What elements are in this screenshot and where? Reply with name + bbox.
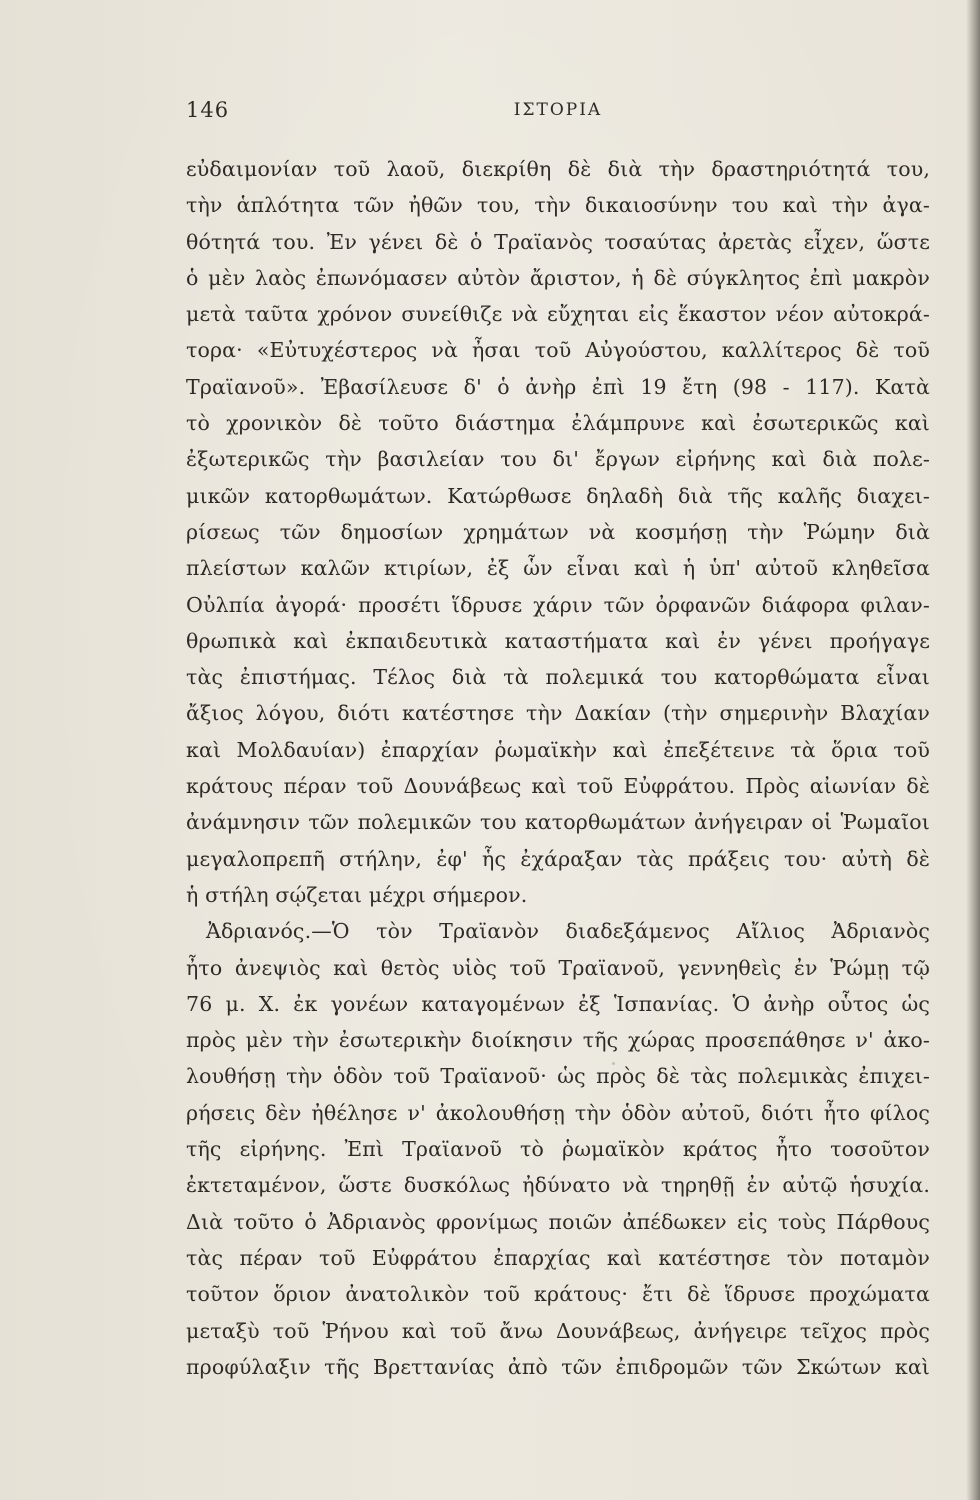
text-line: καὶ Μολδαυίαν) ἐπαρχίαν ῥωμαϊκὴν καὶ ἐπεξέτεινε τὰ ὅρια τοῦ [186,737,930,762]
text-line: λουθήσῃ τὴν ὁδὸν τοῦ Τραϊανοῦ· ὡς πρὸς δὲ τὰς πολεμικὰς ἐπιχει- [186,1064,930,1089]
text-line: πλείστων καλῶν κτιρίων, ἐξ ὧν εἶναι καὶ ἡ ὑπ' αὐτοῦ κληθεῖσα [186,556,930,581]
text-line: ἦτο ἀνεψιὸς καὶ θετὸς υἱὸς τοῦ Τραϊανοῦ, γεννηθεὶς ἐν Ῥώμῃ τῷ [186,955,930,980]
paper-speckle [348,470,350,472]
page-edge-shadow [966,0,980,1500]
text-line: ἐκτεταμένον, ὥστε δυσκόλως ἠδύνατο νὰ τηρηθῇ ἐν αὐτῷ ἡσυχία. [186,1173,930,1198]
text-line: κράτους πέραν τοῦ Δουνάβεως καὶ τοῦ Εὐφράτου. Πρὸς αἰωνίαν δὲ [186,774,930,799]
text-line: ἀνάμνησιν τῶν πολεμικῶν του κατορθωμάτων ἀνήγειραν οἱ Ῥωμαῖοι [186,810,930,835]
text-line: τοῦτον ὅριον ἀνατολικὸν τοῦ κράτους· ἔτι δὲ ἵδρυσε προχώματα [186,1282,930,1307]
text-line: μεγαλοπρεπῆ στήλην, ἐφ' ἧς ἐχάραξαν τὰς πράξεις του· αὐτὴ δὲ [186,846,930,871]
page-number: 146 [186,98,230,122]
text-line: μικῶν κατορθωμάτων. Κατώρθωσε δηλαδὴ διὰ τῆς καλῆς διαχει- [186,483,930,508]
text-line: τὸ χρονικὸν δὲ τοῦτο διάστημα ἐλάμπρυνε καὶ ἐσωτερικῶς καὶ [186,411,930,436]
paper-speckle [612,1062,615,1065]
section-heading-line: Ἀδριανός.—Ὁ τὸν Τραϊανὸν διαδεξάμενος Αἴλιος Ἀδριανὸς [206,919,930,944]
body-text [186,151,930,1385]
paragraph-end-line: ἡ στήλη σῴζεται μέχρι σήμερον. [186,882,528,907]
text-line: μεταξὺ τοῦ Ῥήνου καὶ τοῦ ἄνω Δουνάβεως, ἀνήγειρε τεῖχος πρὸς [186,1318,930,1343]
text-line: τὰς πέραν τοῦ Εὐφράτου ἐπαρχίας καὶ κατέστησε τὸν ποταμὸν [186,1245,930,1270]
text-line: τῆς εἰρήνης. Ἐπὶ Τραϊανοῦ τὸ ῥωμαϊκὸν κράτος ἦτο τοσοῦτον [186,1137,930,1162]
page-header [186,98,930,128]
text-line: τορα· «Εὐτυχέστερος νὰ ἦσαι τοῦ Αὐγούστου, καλλίτερος δὲ τοῦ [186,338,930,363]
text-line: Τραϊανοῦ». Ἐβασίλευσε δ' ὁ ἀνὴρ ἐπὶ 19 ἔτη (98 - 117). Κατὰ [186,374,930,399]
text-line: ἄξιος λόγου, διότι κατέστησε τὴν Δακίαν (τὴν σημερινὴν Βλαχίαν [186,701,930,726]
text-line: Διὰ τοῦτο ὁ Ἀδριανὸς φρονίμως ποιῶν ἀπέδωκεν εἰς τοὺς Πάρθους [186,1209,930,1234]
text-line: ρίσεως τῶν δημοσίων χρημάτων νὰ κοσμήσῃ τὴν Ῥώμην διὰ [186,519,930,544]
text-line: θότητά του. Ἐν γένει δὲ ὁ Τραϊανὸς τοσαύτας ἀρετὰς εἶχεν, ὥστε [186,229,930,254]
text-line: ἐξωτερικῶς τὴν βασιλείαν του δι' ἔργων εἰρήνης καὶ διὰ πολε- [186,447,930,472]
text-line: εὐδαιμονίαν τοῦ λαοῦ, διεκρίθη δὲ διὰ τὴν δραστηριότητά του, [186,157,930,181]
text-line: Οὐλπία ἀγορά· προσέτι ἵδρυσε χάριν τῶν ὀρφανῶν διάφορα φιλαν- [186,592,930,617]
running-title: ΙΣΤΟΡΙΑ [513,100,603,120]
text-line: προφύλαξιν τῆς Βρεττανίας ἀπὸ τῶν ἐπιδρομῶν τῶν Σκώτων καὶ [186,1354,930,1379]
text-line: τὰς ἐπιστήμας. Τέλος διὰ τὰ πολεμικά του κατορθώματα εἶναι [186,665,930,690]
text-line: ὁ μὲν λαὸς ἐπωνόμασεν αὐτὸν ἄριστον, ἡ δὲ σύγκλητος ἐπὶ μακρὸν [186,265,930,290]
text-line: ρήσεις δὲν ἠθέλησε ν' ἀκολουθήσῃ τὴν ὁδὸν αὐτοῦ, διότι ἦτο φίλος [186,1100,930,1125]
text-line: 76 μ. Χ. ἐκ γονέων καταγομένων ἐξ Ἱσπανίας. Ὁ ἀνὴρ οὗτος ὡς [186,991,930,1016]
paper-speckle [820,1330,822,1333]
text-line: τὴν ἁπλότητα τῶν ἠθῶν του, τὴν δικαιοσύνην του καὶ τὴν ἀγα- [186,193,930,218]
text-line: θρωπικὰ καὶ ἐκπαιδευτικὰ καταστήματα καὶ ἐν γένει προήγαγε [186,628,930,653]
text-line: πρὸς μὲν τὴν ἐσωτερικὴν διοίκησιν τῆς χώρας προσεπάθησε ν' ἀκο- [186,1028,930,1053]
text-line: μετὰ ταῦτα χρόνον συνείθιζε νὰ εὔχηται εἰς ἕκαστον νέον αὐτοκρά- [186,302,930,327]
